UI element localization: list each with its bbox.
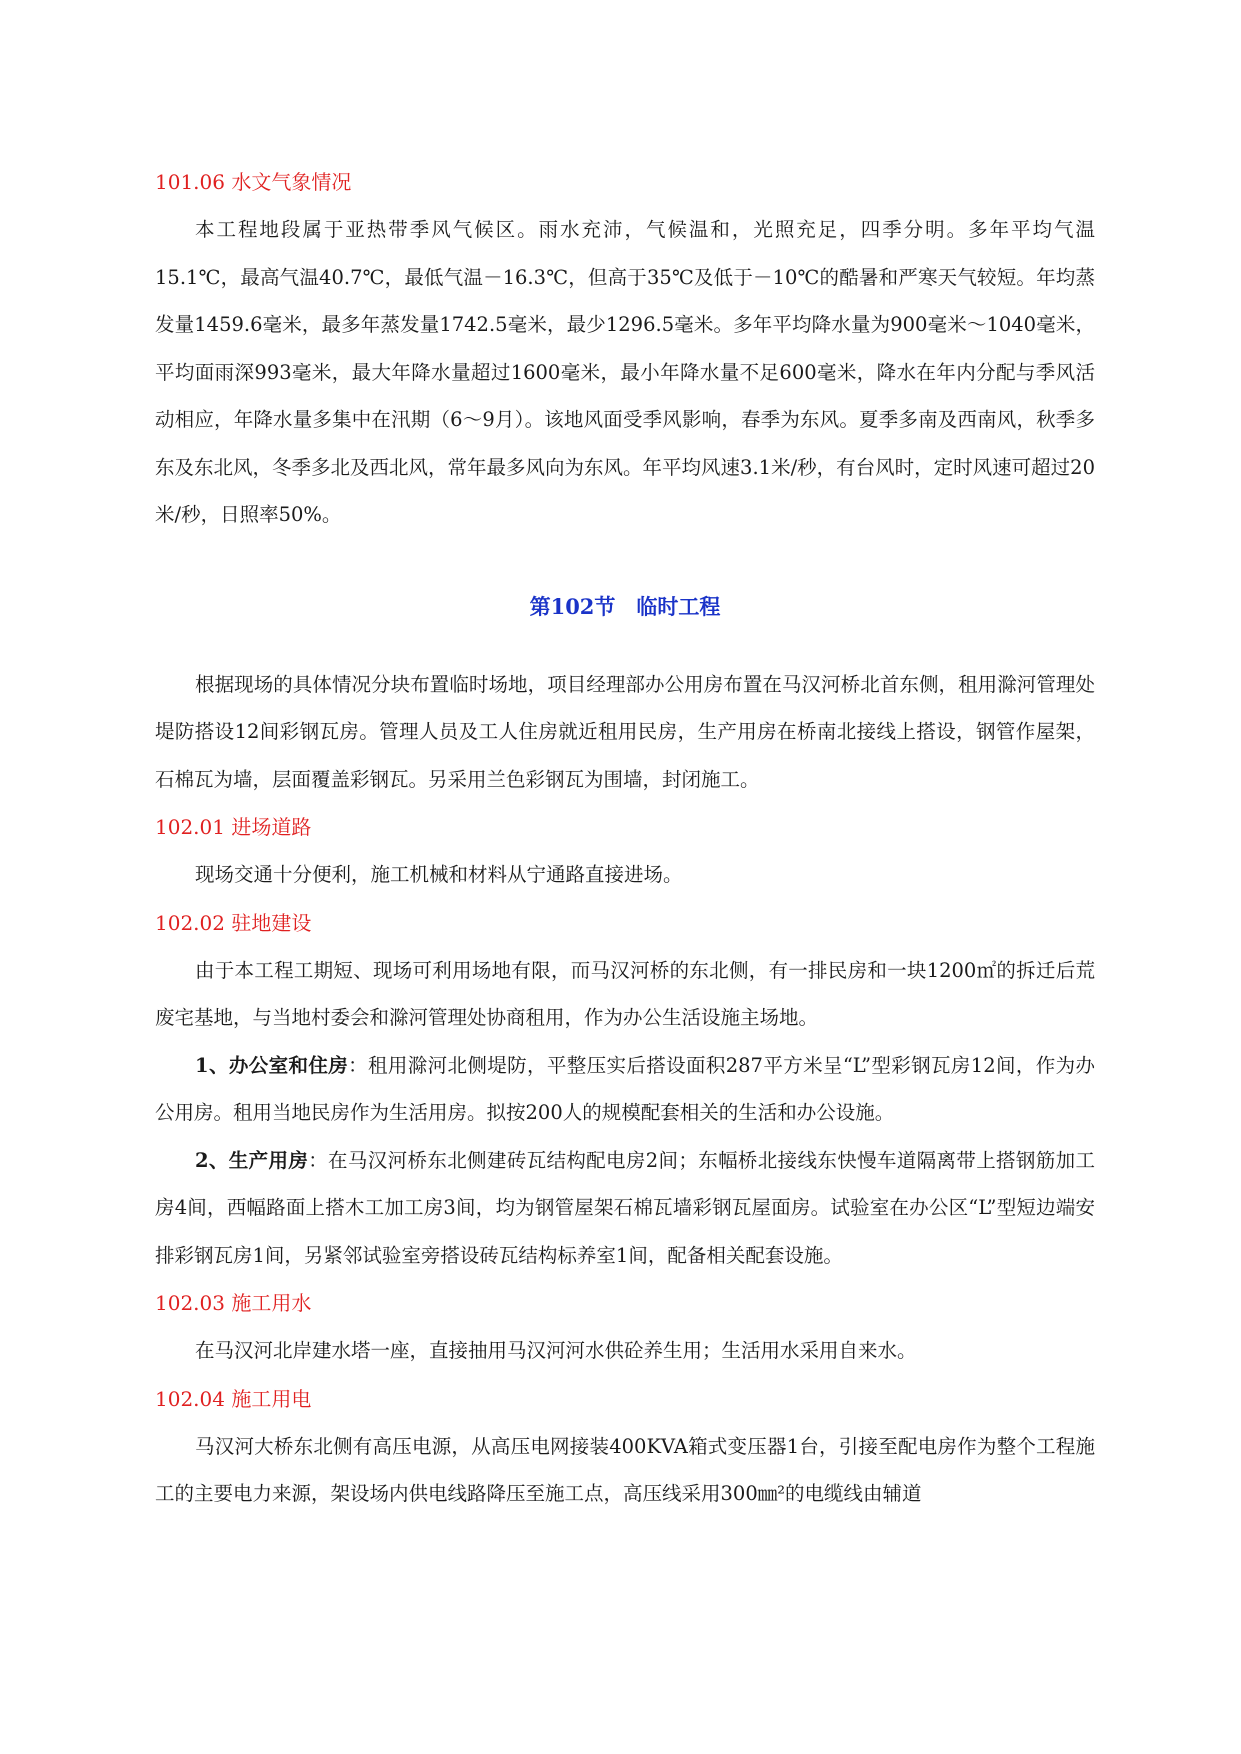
paragraph-office-housing bbox=[155, 1042, 1095, 1137]
section-heading-102-02: 102.02 驻地建设 bbox=[155, 910, 312, 935]
section-heading-102-01: 102.01 进场道路 bbox=[155, 815, 312, 839]
item-text-production-buildings: ：在马汉河桥东北侧建砖瓦结构配电房2间；东幅桥北接线东快慢车道隔离带上搭钢筋加工房4间，西幅路面上搭木工加工房3间，均为钢管屋架石棉瓦墙彩钢瓦屋面房。试验室在办公区“L”型短边端安排彩钢瓦房1间，另紧邻试验室旁搭设砖瓦结构标养室1间，配备相关配套设施。 bbox=[155, 1148, 1095, 1267]
section-heading-101-06: 101.06 水文气象情况 bbox=[155, 170, 352, 194]
paragraph-production-buildings bbox=[155, 1137, 1095, 1280]
paragraph-construction-power: 马汉河大桥东北侧有高压电源，从高压电网接装400KVA箱式变压器1台，引接至配电房作为整个工程施工的主要电力来源，架设场内供电线路降压至施工点，高压线采用300㎜²的电缆线由辅道 bbox=[155, 1434, 1095, 1505]
paragraph-hydrology-climate: 本工程地段属于亚热带季风气候区。雨水充沛，气候温和，光照充足，四季分明。多年平均气温15.1℃，最高气温40.7℃，最低气温－16.3℃，但高于35℃及低于－10℃的酷暑和严寒天气较短。年均蒸发量1459.6毫米，最多年蒸发量1742.5毫米，最少1296.5毫米。多年平均降水量为900毫米～1040毫米，平均面雨深993毫米，最大年降水量超过1600毫米，最小年降水量不足600毫米，降水在年内分配与季风活动相应，年降水量多集中在汛期（6～9月）。该地风面受季风影响，春季为东风。夏季多南及西南风，秋季多东及东北风，冬季多北及西北风，常年最多风向为东风。年平均风速3.1米/秒，有台风时，定时风速可超过20米/秒，日照率50%。 bbox=[155, 218, 1095, 526]
spacer bbox=[155, 539, 1095, 583]
item-text-office-housing: ：租用滁河北侧堤防，平整压实后搭设面积287平方米呈“L”型彩钢瓦房12间，作为办公用房。租用当地民房作为生活用房。拟按200人的规模配套相关的生活和办公设施。 bbox=[155, 1053, 1095, 1124]
paragraph-temporary-works-intro: 根据现场的具体情况分块布置临时场地，项目经理部办公用房布置在马汉河桥北首东侧，租用滁河管理处堤防搭设12间彩钢瓦房。管理人员及工人住房就近租用民房，生产用房在桥南北接线上搭设，钢管作屋架，石棉瓦为墙，层面覆盖彩钢瓦。另采用兰色彩钢瓦为围墙，封闭施工。 bbox=[155, 672, 1095, 791]
document-page bbox=[155, 158, 1095, 1518]
spacer bbox=[155, 631, 1095, 661]
chapter-title-102: 第102节 临时工程 bbox=[529, 593, 721, 619]
section-heading-102-03: 102.03 施工用水 bbox=[155, 1291, 312, 1315]
section-heading-102-04: 102.04 施工用电 bbox=[155, 1386, 312, 1411]
item-label-production-buildings: 2、生产用房 bbox=[195, 1148, 309, 1172]
paragraph-construction-water: 在马汉河北岸建水塔一座，直接抽用马汉河河水供砼养生用；生活用水采用自来水。 bbox=[195, 1339, 917, 1362]
paragraph-access-road: 现场交通十分便利，施工机械和材料从宁通路直接进场。 bbox=[195, 863, 683, 886]
item-label-office-housing: 1、办公室和住房 bbox=[195, 1053, 349, 1077]
paragraph-camp-construction: 由于本工程工期短、现场可利用场地有限，而马汉河桥的东北侧，有一排民房和一块1200㎡的拆迁后荒废宅基地，与当地村委会和滁河管理处协商租用，作为办公生活设施主场地。 bbox=[155, 958, 1095, 1029]
